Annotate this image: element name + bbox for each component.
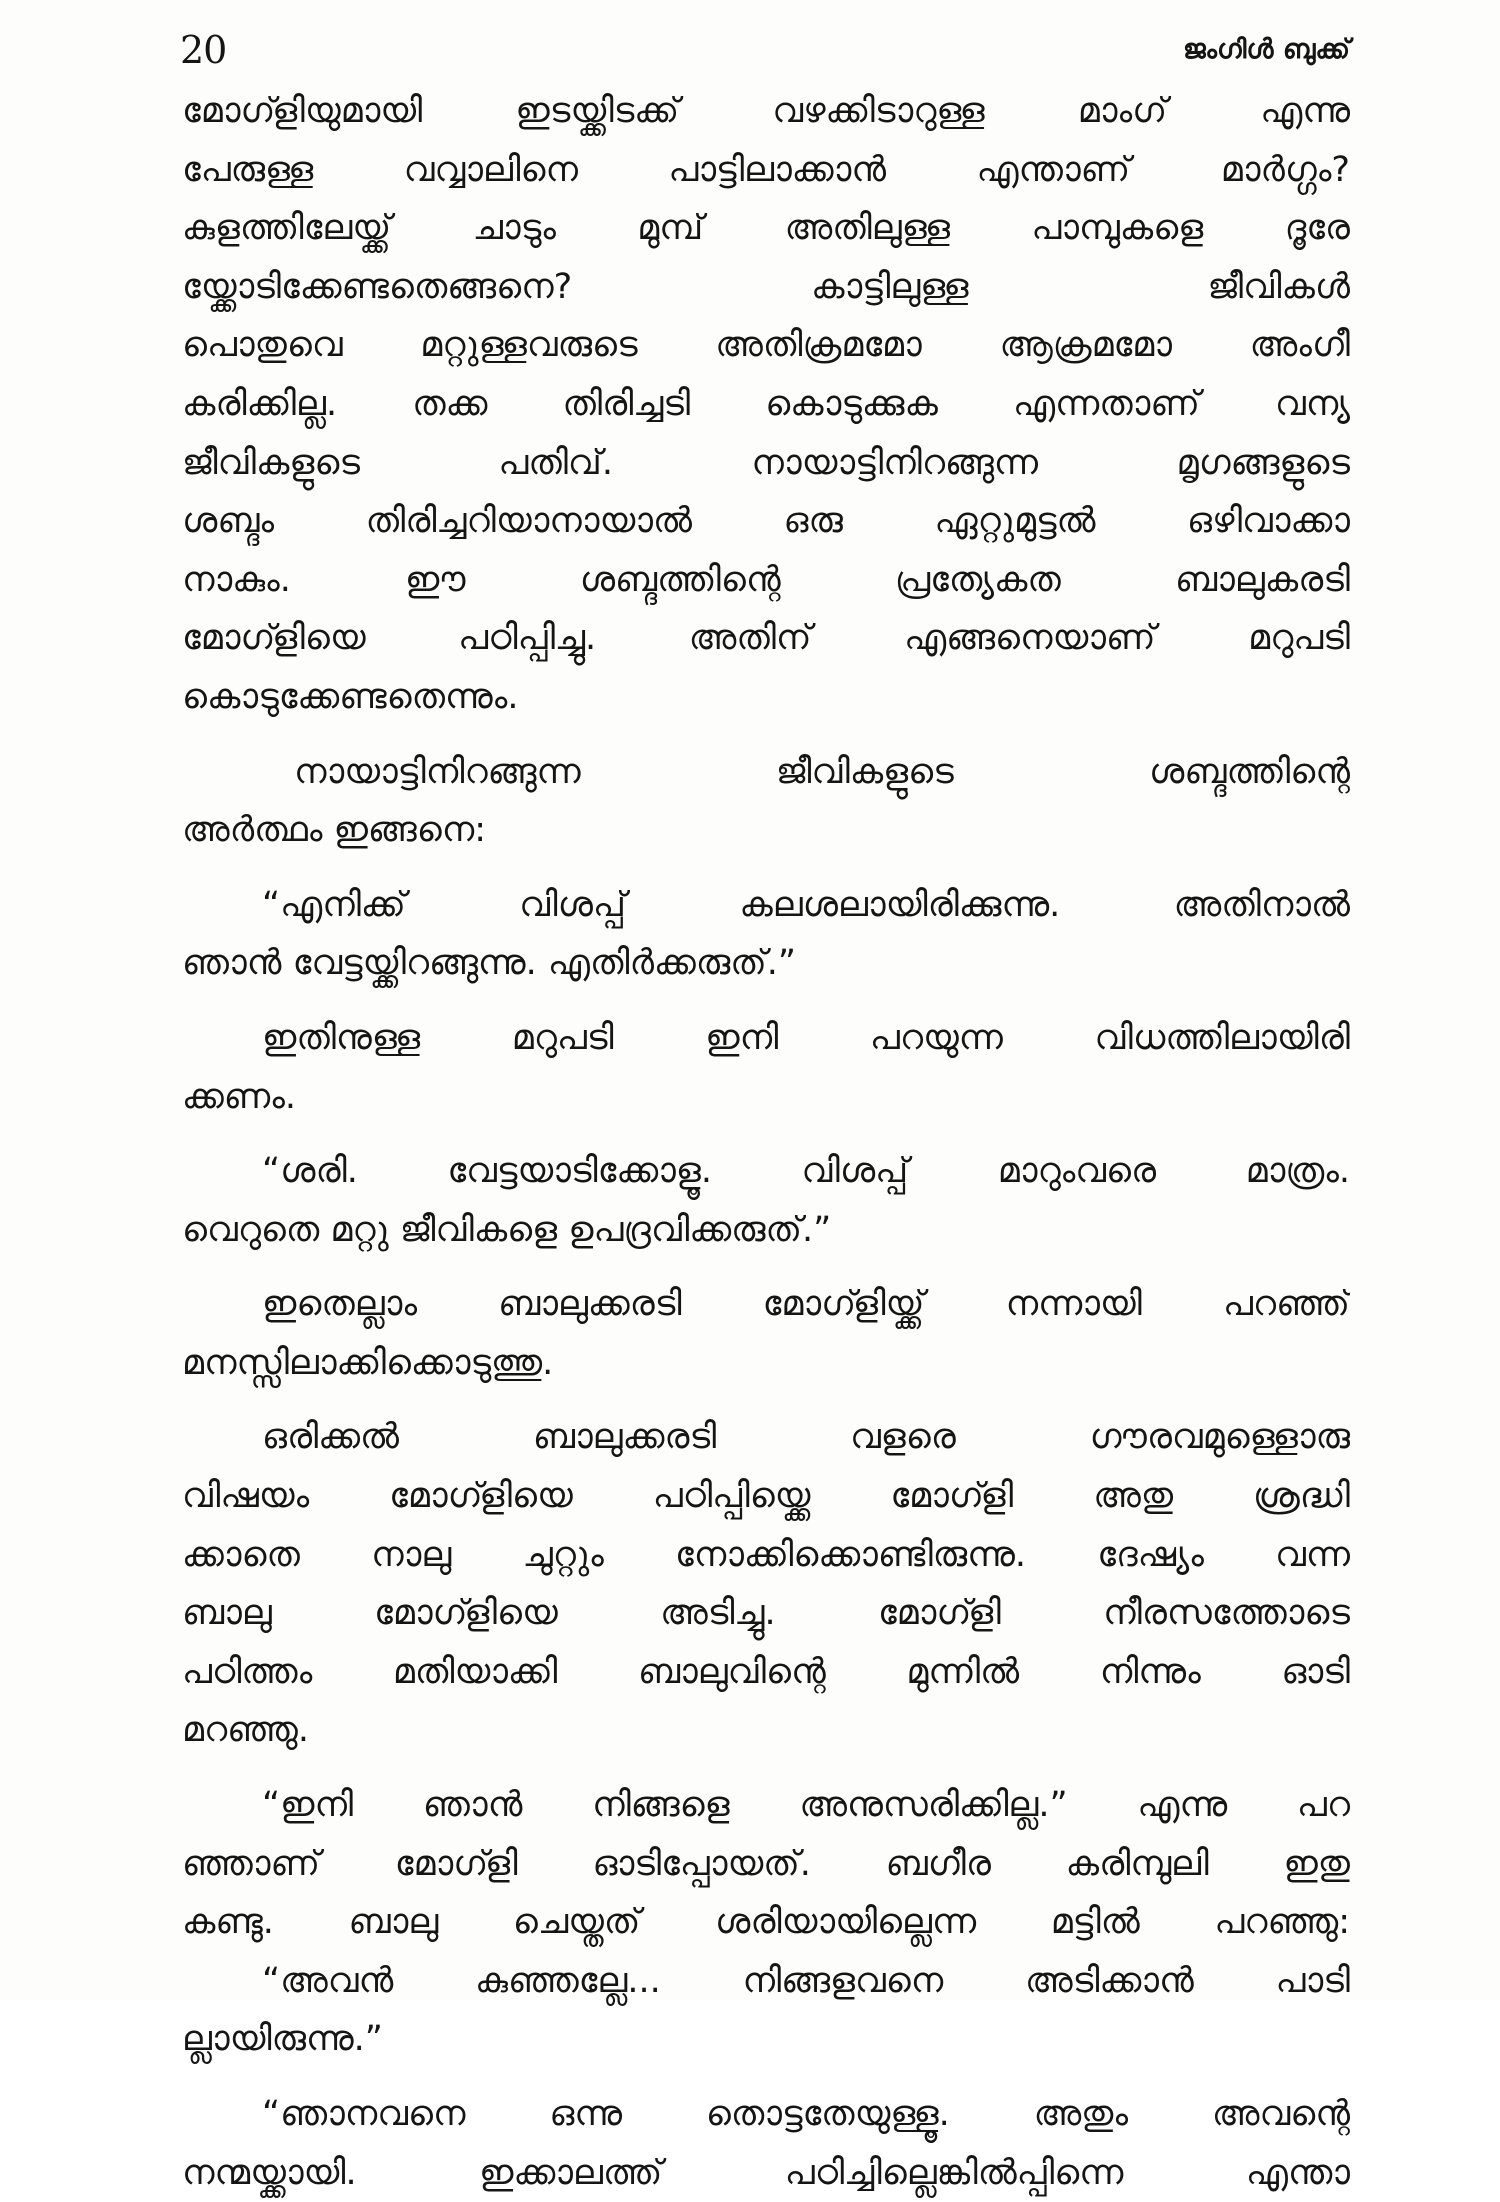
text-line: ഇതെല്ലാം ബാലുക്കരടി മോഗ്ളിയ്ക്ക് നന്നായി പറഞ്ഞ്: [262, 1284, 1350, 1325]
text-line: മോഗ്ളിയെ പഠിപ്പിച്ചു. അതിന് എങ്ങനെയാണ് മറുപടി: [182, 618, 1350, 659]
text-line: കണ്ടു. ബാലു ചെയ്തത് ശരിയായില്ലെന്ന മട്ടിൽ പറഞ്ഞു:: [182, 1902, 1350, 1943]
quote-line: “എനിക്ക് വിശപ്പ് കലശലായിരിക്കുന്നു. അതിനാൽ: [262, 884, 1350, 925]
text-line: പൊതുവെ മറ്റുള്ളവരുടെ അതിക്രമമോ ആക്രമമോ അംഗീ: [182, 325, 1350, 366]
text-line: ഇതിനുള്ള മറുപടി ഇനി പറയുന്ന വിധത്തിലായിരി: [262, 1017, 1350, 1058]
text-line: മറഞ്ഞു.: [182, 1710, 310, 1751]
text-line: മനസ്സിലാക്കിക്കൊടുത്തു.: [182, 1342, 554, 1383]
quote-line: “ഞാനവനെ ഒന്നു തൊട്ടതേയുള്ളൂ. അതും അവന്റെ: [262, 2094, 1350, 2134]
text-line: ഞ്ഞാണ് മോഗ്ളി ഓടിപ്പോയത്. ബഗീര കരിമ്പുലി ഇതു: [182, 1843, 1350, 1884]
quote-line: “ശരി. വേട്ടയാടിക്കോളൂ. വിശപ്പ് മാറുംവരെ മാത്രം.: [262, 1151, 1350, 1192]
text-line: നാകും. ഈ ശബ്ദത്തിന്റെ പ്രത്യേകത ബാലുകരടി: [182, 559, 1350, 600]
text-line: പഠിത്തം മതിയാക്കി ബാലുവിന്റെ മുന്നിൽ നിന്നും ഓടി: [182, 1651, 1350, 1692]
text-line: കുളത്തിലേയ്ക്ക് ചാടും മുമ്പ് അതിലുള്ള പാമ്പുകളെ ദൂരേ: [182, 208, 1350, 249]
quote-line: വെറുതെ മറ്റു ജീവികളെ ഉപദ്രവിക്കരുത്.”: [182, 1209, 832, 1250]
text-line: ശബ്ദം തിരിച്ചറിയാനായാൽ ഒരു ഏറ്റുമുട്ടൽ ഒഴിവാക്കാ: [182, 501, 1350, 542]
text-line: വിഷയം മോഗ്ളിയെ പഠിപ്പിയ്ക്കെ മോഗ്ളി അതു ശ്രദ്ധി: [182, 1476, 1350, 1517]
text-line: ബാലു മോഗ്ളിയെ അടിച്ചു. മോഗ്ളി നീരസത്തോടെ: [182, 1593, 1350, 1634]
text-line: കരിക്കില്ല. തക്ക തിരിച്ചടി കൊടുക്കുക എന്നതാണ് വന്യ: [182, 383, 1350, 424]
text-line: അർത്ഥം ഇങ്ങനെ:: [182, 810, 487, 851]
text-line: ജീവികളുടെ പതിവ്. നായാട്ടിനിറങ്ങുന്ന മൃഗങ്ങളുടെ: [182, 442, 1350, 483]
text-line: ഒരിക്കൽ ബാലുക്കരടി വളരെ ഗൗരവമുള്ളൊരു: [262, 1417, 1350, 1458]
page-body-text: [182, 82, 1350, 2202]
quote-line: നന്മയ്ക്കായി. ഇക്കാലത്ത് പഠിച്ചില്ലെങ്കിൽപ്പിന്നെ എന്താ: [182, 2152, 1350, 2193]
page-header: [180, 26, 1350, 86]
text-line: ക്കണം.: [182, 1076, 296, 1117]
text-line: കൊടുക്കേണ്ടതെന്നും.: [182, 676, 519, 717]
running-title: ജംഗിൾ ബുക്ക്: [1182, 34, 1350, 65]
text-line: നായാട്ടിനിറങ്ങുന്ന ജീവികളുടെ ശബ്ദത്തിന്റെ: [294, 751, 1350, 792]
page-number: 20: [180, 28, 227, 72]
text-line: മോഗ്ളിയുമായി ഇടയ്ക്കിടക്ക് വഴക്കിടാറുള്ള മാംഗ് എന്നു: [182, 91, 1350, 131]
text-line: ക്കാതെ നാലു ചുറ്റും നോക്കിക്കൊണ്ടിരുന്നു. ദേഷ്യം വന്ന: [182, 1534, 1350, 1575]
quote-line: “ഇനി ഞാൻ നിങ്ങളെ അനുസരിക്കില്ല.” എന്നു പറ: [262, 1785, 1350, 1826]
quote-line: “അവൻ കുഞ്ഞല്ലേ... നിങ്ങളവനെ അടിക്കാൻ പാടി: [262, 1960, 1350, 2001]
quote-line: ല്ലായിരുന്നു.”: [182, 2019, 383, 2060]
text-line: പേരുള്ള വവ്വാലിനെ പാട്ടിലാക്കാൻ എന്താണ് മാർഗ്ഗം?: [182, 149, 1350, 190]
quote-line: ഞാൻ വേട്ടയ്ക്കിറങ്ങുന്നു. എതിർക്കരുത്.”: [182, 943, 797, 984]
text-line: യ്ക്കോടിക്കേണ്ടതെങ്ങനെ? കാട്ടിലുള്ള ജീവികൾ: [182, 266, 1350, 307]
